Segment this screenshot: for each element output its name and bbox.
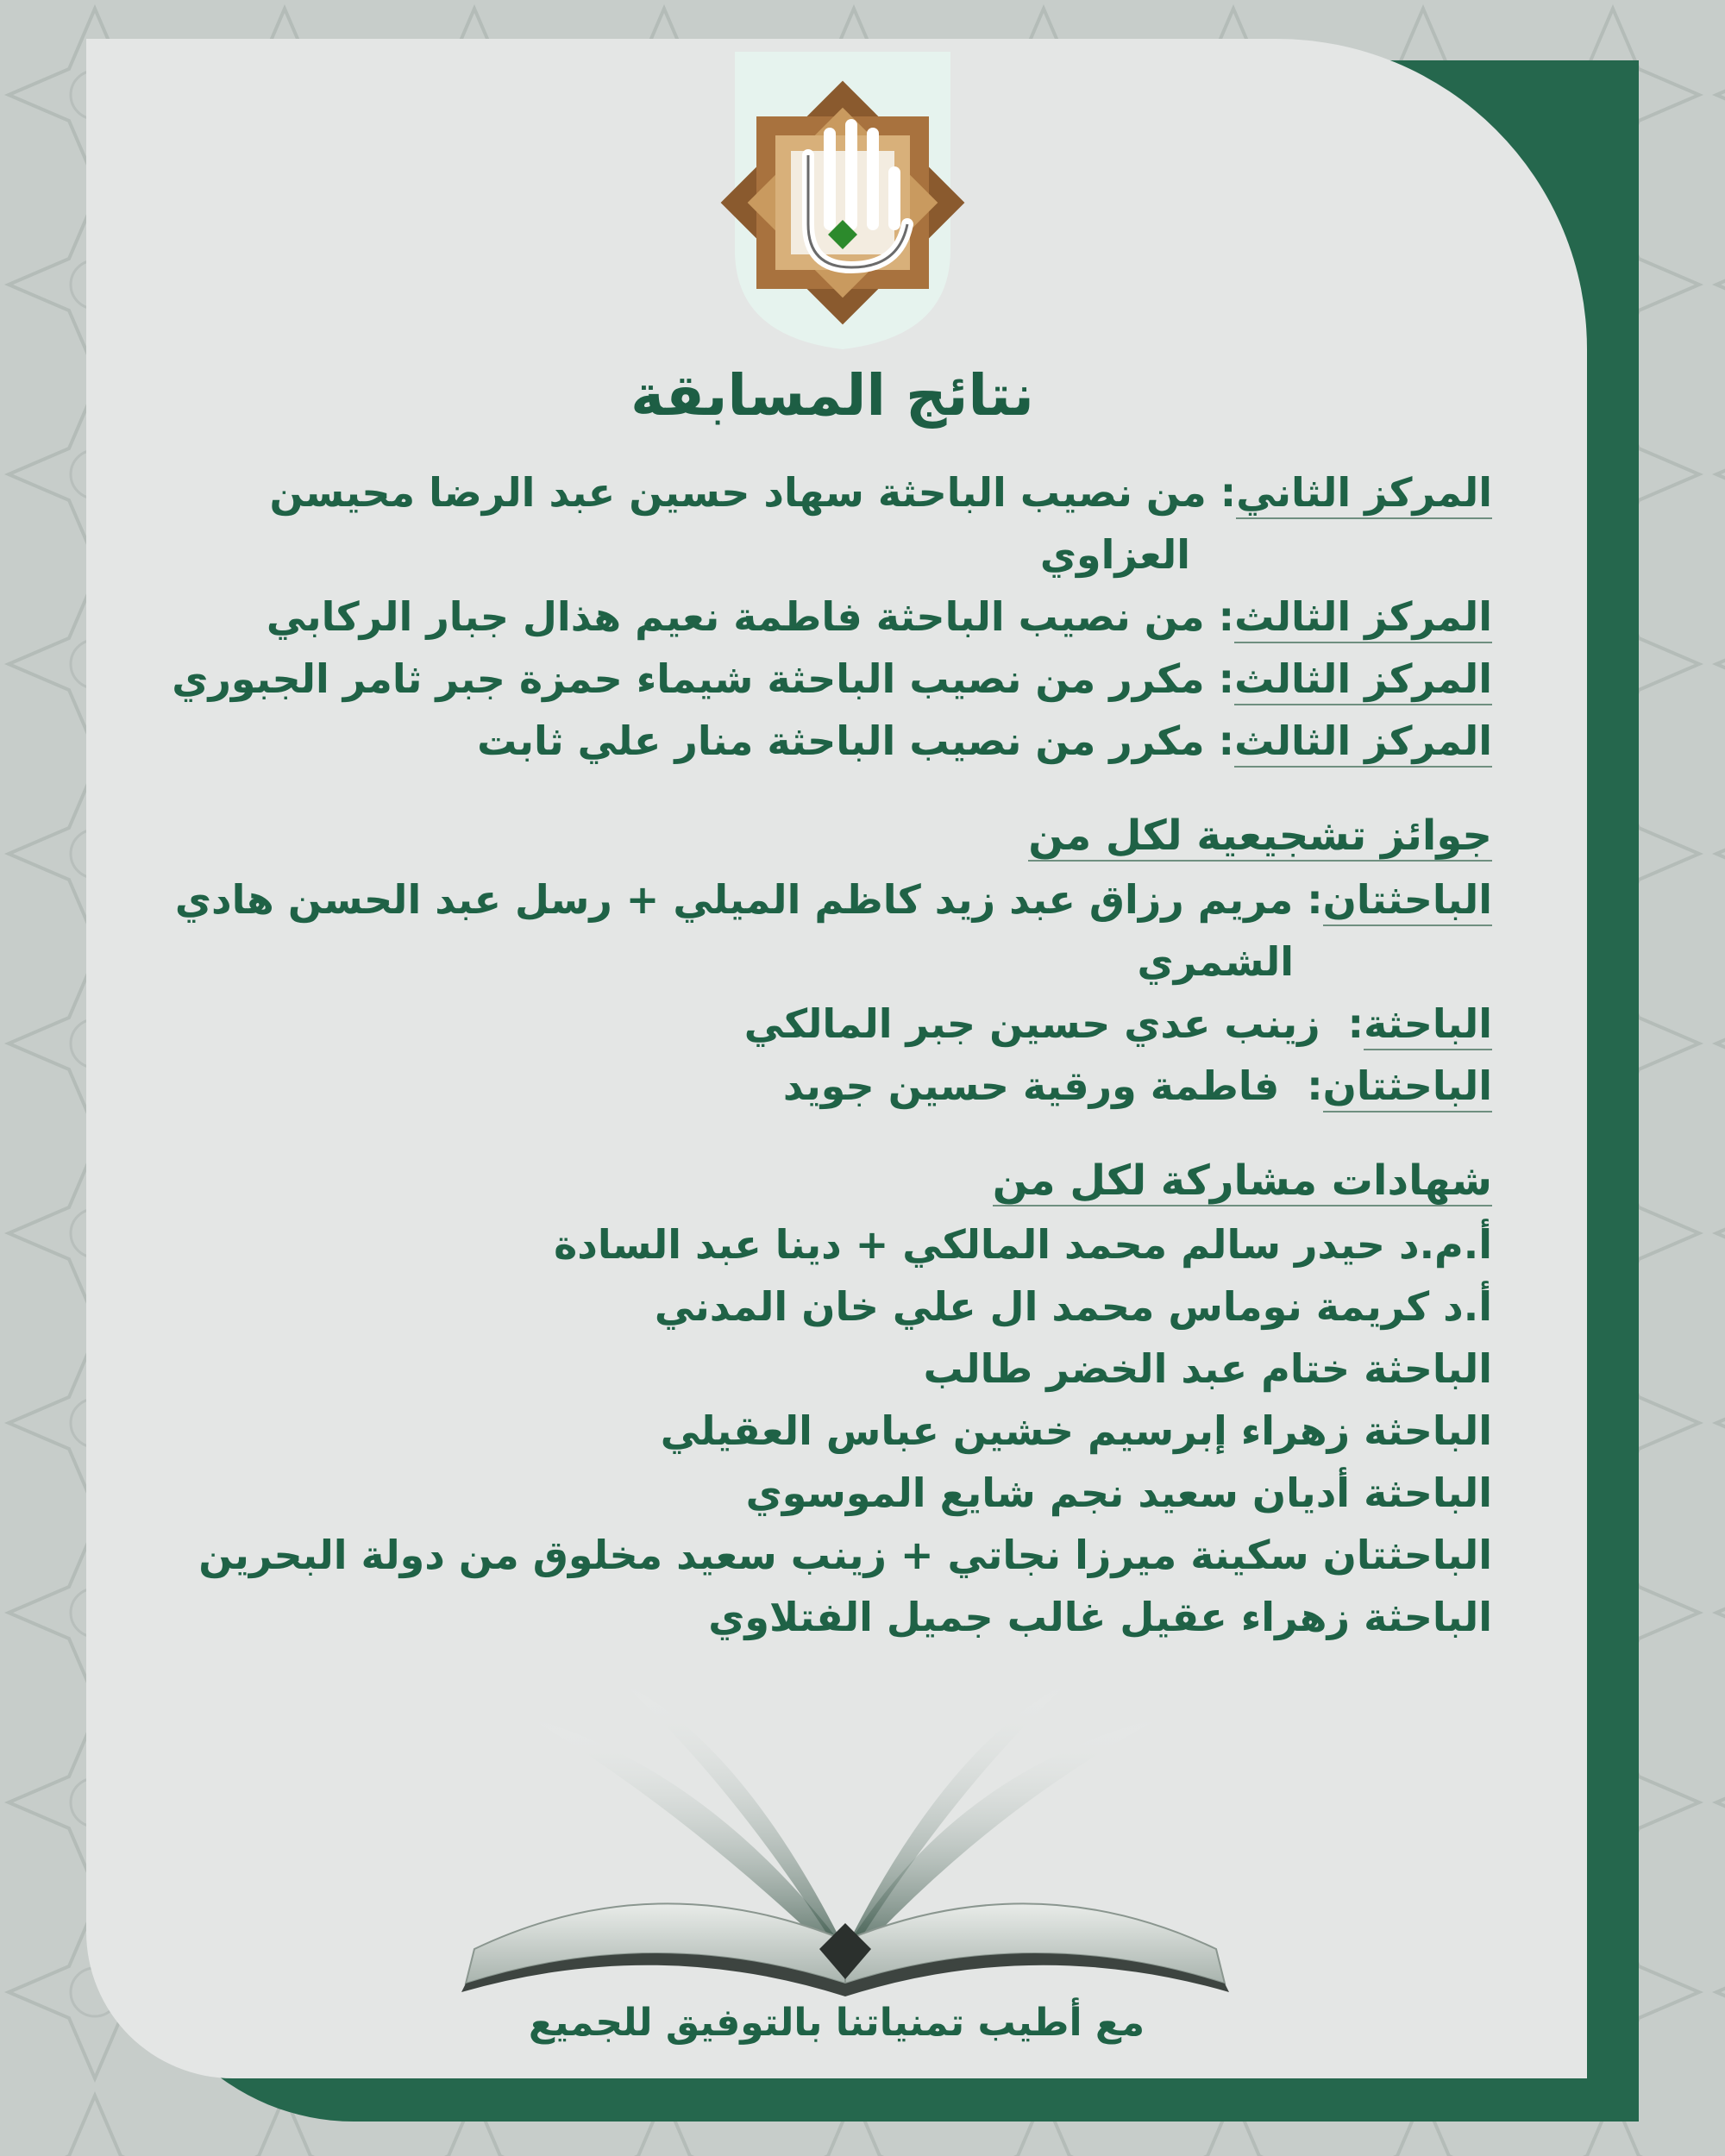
book-illustration bbox=[448, 1664, 1242, 2009]
encouragement-label: الباحثتان bbox=[1323, 1062, 1492, 1112]
encouragement-text: زينب عدي حسين جبر المالكي bbox=[743, 1000, 1320, 1047]
encouragement-label: الباحثتان bbox=[1323, 876, 1492, 926]
encouragement-line: الباحثة: زينب عدي حسين جبر المالكي bbox=[172, 993, 1492, 1055]
certificate-item: الباحثة زهراء عقيل غالب جميل الفتلاوي bbox=[708, 1594, 1492, 1640]
encouragement-heading: جوائز تشجيعية لكل من bbox=[1028, 812, 1492, 860]
certificate-item: أ.م.د حيدر سالم محمد المالكي + دينا عبد السادة bbox=[554, 1221, 1492, 1268]
place-line: المركز الثالث: مكرر من نصيب الباحثة منار علي ثابت bbox=[172, 710, 1492, 772]
place-label: المركز الثاني bbox=[1236, 469, 1492, 519]
certificate-item: الباحثة زهراء إبرسيم خشين عباس العقيلي bbox=[660, 1407, 1492, 1454]
certificate-item: أ.د كريمة نوماس محمد ال علي خان المدني bbox=[654, 1283, 1492, 1330]
results-content bbox=[172, 362, 1492, 1648]
certificates-heading: شهادات مشاركة لكل من bbox=[992, 1156, 1492, 1205]
encouragement-continuation: الشمري bbox=[1137, 938, 1294, 985]
place-text: مكرر من نصيب الباحثة شيماء حمزة جبر ثامر الجبوري bbox=[172, 655, 1205, 702]
page-title: نتائج المسابقة bbox=[630, 362, 1034, 429]
place-continuation: العزاوي bbox=[1039, 531, 1190, 578]
encouragement-line: الباحثتان: فاطمة ورقية حسين جويد bbox=[172, 1055, 1492, 1117]
place-text: من نصيب الباحثة سهاد حسين عبد الرضا محيسن bbox=[269, 469, 1207, 516]
certificate-item: الباحثة ختام عبد الخضر طالب bbox=[923, 1345, 1492, 1392]
certificate-item: الباحثة أديان سعيد نجم شايع الموسوي bbox=[745, 1470, 1492, 1516]
encouragement-text: مريم رزاق عبد زيد كاظم الميلي + رسل عبد الحسن هادي bbox=[174, 876, 1294, 923]
place-text: مكرر من نصيب الباحثة منار علي ثابت bbox=[477, 718, 1205, 764]
place-label: المركز الثالث bbox=[1234, 593, 1492, 643]
hand-emblem-icon bbox=[713, 52, 972, 354]
certificate-item: الباحثتان سكينة ميرزا نجاتي + زينب سعيد مخلوق من دولة البحرين bbox=[198, 1532, 1492, 1578]
encouragement-line: الباحثتان: مريم رزاق عبد زيد كاظم الميلي + رسل عبد الحسن هادي الشمري bbox=[172, 868, 1492, 993]
place-line: المركز الثالث: من نصيب الباحثة فاطمة نعيم هذال جبار الركابي bbox=[172, 586, 1492, 648]
place-label: المركز الثالث bbox=[1234, 718, 1492, 768]
place-label: المركز الثالث bbox=[1234, 655, 1492, 705]
open-book-icon bbox=[448, 1664, 1242, 2009]
place-line: المركز الثاني: من نصيب الباحثة سهاد حسين عبد الرضا محيسن العزاوي bbox=[172, 461, 1492, 586]
place-line: المركز الثالث: مكرر من نصيب الباحثة شيماء حمزة جبر ثامر الجبوري bbox=[172, 648, 1492, 710]
logo bbox=[713, 52, 972, 354]
encouragement-label: الباحثة bbox=[1364, 1000, 1492, 1050]
place-text: من نصيب الباحثة فاطمة نعيم هذال جبار الركابي bbox=[266, 593, 1205, 640]
footer-wishes: مع أطيب تمنياتنا بالتوفيق للجميع bbox=[528, 2001, 1145, 2045]
encouragement-text: فاطمة ورقية حسين جويد bbox=[782, 1062, 1280, 1109]
